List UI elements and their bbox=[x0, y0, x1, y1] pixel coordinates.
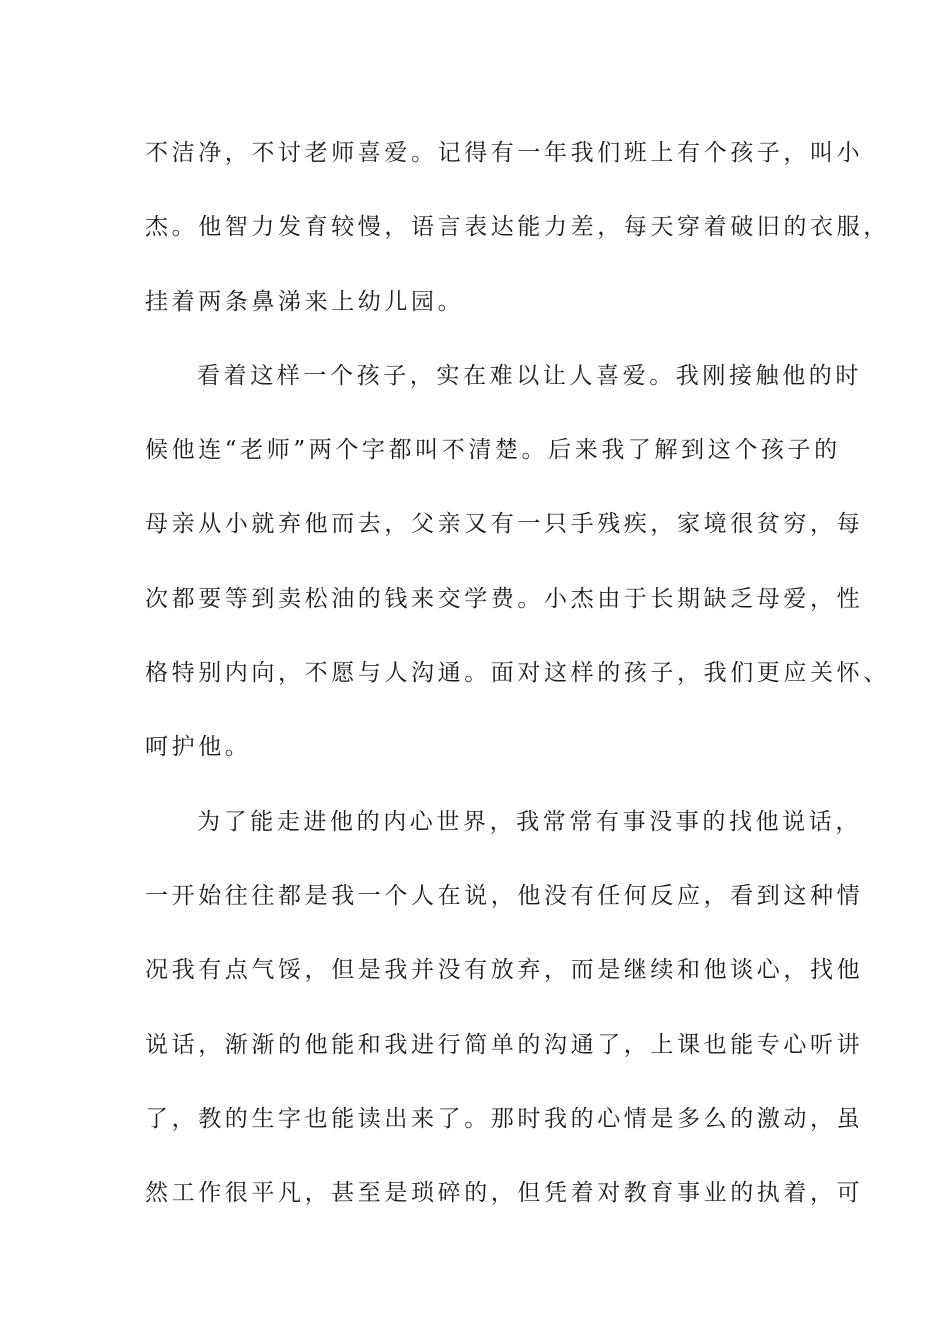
text-line: 呵护他。 bbox=[145, 734, 252, 761]
text-line: 说话，渐渐的他能和我进行简单的沟通了，上课也能专心听讲 bbox=[145, 1031, 864, 1058]
paragraph-start-line: 为了能走进他的内心世界，我常常有事没事的找他说话， bbox=[197, 808, 862, 835]
text-line: 不洁净，不讨老师喜爱。记得有一年我们班上有个孩子，叫小 bbox=[145, 140, 864, 166]
text-line: 候他连“老师”两个字都叫不清楚。后来我了解到这个孩子的 bbox=[145, 437, 841, 464]
text-line: 母亲从小就弃他而去，父亲又有一只手残疾，家境很贫穷，每 bbox=[145, 511, 864, 538]
text-line: 杰。他智力发育较慢，语言表达能力差，每天穿着破旧的衣服， bbox=[145, 214, 890, 241]
text-line: 次都要等到卖松油的钱来交学费。小杰由于长期缺乏母爱，性 bbox=[145, 585, 864, 612]
text-line: 挂着两条鼻涕来上幼儿园。 bbox=[145, 288, 465, 315]
text-line: 格特别内向，不愿与人沟通。面对这样的孩子，我们更应关怀、 bbox=[145, 660, 890, 687]
text-line: 了，教的生字也能读出来了。那时我的心情是多么的激动，虽 bbox=[145, 1105, 864, 1132]
paragraph-start-line: 看着这样一个孩子，实在难以让人喜爱。我刚接触他的时 bbox=[197, 362, 862, 389]
text-line: 况我有点气馁，但是我并没有放弃，而是继续和他谈心，找他 bbox=[145, 957, 864, 984]
text-line: 然工作很平凡，甚至是琐碎的，但凭着对教育事业的执着，可 bbox=[145, 1180, 864, 1207]
text-line: 一开始往往都是我一个人在说，他没有任何反应，看到这种情 bbox=[145, 882, 864, 909]
document-body bbox=[145, 128, 890, 1242]
